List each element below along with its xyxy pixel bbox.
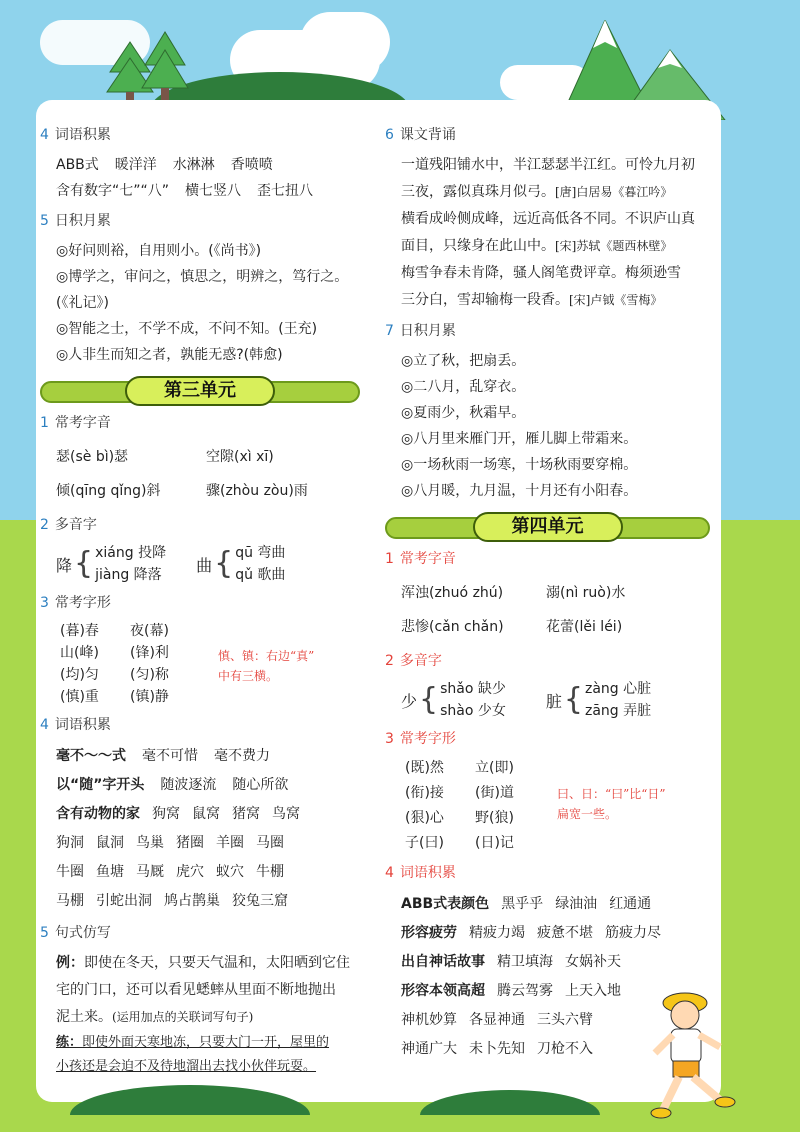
word: 随心所欲 — [232, 777, 289, 793]
word-category: 出自神话故事 — [401, 954, 485, 970]
glyph-row — [60, 642, 360, 664]
word: 未卜先知 — [469, 1041, 525, 1057]
quote-line: (《礼记》) — [56, 295, 109, 311]
word-row — [56, 800, 360, 829]
section-title: 词语积累 — [54, 717, 111, 733]
note-line: 扁宽一些。 — [557, 807, 618, 821]
word-row — [401, 890, 710, 919]
glyph-item: 子(曰) — [405, 835, 444, 851]
reading: qǔ 歌曲 — [235, 567, 286, 583]
poem-text: 三夜，露似真珠月似弓。 — [401, 184, 555, 200]
pinyin-item: 骤(zhòu zòu)雨 — [206, 483, 308, 499]
word-row — [56, 887, 360, 916]
section-title: 句式仿写 — [54, 925, 111, 941]
pinyin-row — [56, 440, 360, 474]
word: 狡兔三窟 — [232, 893, 288, 909]
glyph-row — [60, 620, 360, 642]
polyphone-unit — [401, 678, 506, 722]
poem-source: [唐]白居易《暮江吟》 — [555, 185, 673, 199]
word: 毫不可惜 — [142, 748, 198, 764]
word: 暖洋洋 — [114, 157, 157, 173]
pinyin-item: 倾(qīng qǐng)斜 — [56, 483, 161, 499]
proverb-line: ◎八月暖，九月温，十月还有小阳春。 — [401, 483, 638, 499]
section-number: 4 — [385, 865, 394, 881]
word: 猪窝 — [232, 806, 260, 822]
section-number: 1 — [385, 551, 394, 567]
word: 红通通 — [609, 896, 652, 912]
glyph-item: 立(即) — [475, 760, 514, 776]
section-title: 常考字形 — [54, 595, 111, 611]
word: 牛圈 — [56, 864, 84, 880]
example-line — [56, 1004, 360, 1031]
word: 鸠占鹊巢 — [164, 893, 220, 909]
example-line — [56, 950, 360, 977]
section-title: 多音字 — [54, 517, 97, 533]
glyph-item: (日)记 — [475, 835, 514, 851]
unit-banner — [40, 376, 360, 406]
brace-icon: { — [214, 546, 234, 581]
polyphone-group — [385, 678, 710, 722]
polyphone-unit — [546, 678, 651, 722]
section-title: 词语积累 — [54, 127, 111, 143]
word: 疲惫不堪 — [537, 925, 593, 941]
practice-text: 即使外面天寒地冻，只要大门一开，屋里的 — [82, 1035, 330, 1050]
word: 神机妙算 — [401, 1012, 457, 1028]
pinyin-row — [56, 474, 360, 508]
word: 鼠洞 — [96, 835, 124, 851]
unit-title: 第四单元 — [473, 512, 623, 542]
section-title: 课文背诵 — [399, 127, 456, 143]
word: 绿油油 — [555, 896, 598, 912]
glyph-group — [40, 620, 360, 708]
section-heading — [385, 320, 710, 342]
polyphone-char: 曲 — [196, 555, 213, 575]
section-number: 2 — [385, 653, 394, 669]
glyph-group — [385, 756, 710, 856]
section-heading — [385, 728, 710, 750]
left-column — [40, 118, 360, 1079]
polyphone-unit — [196, 542, 285, 586]
word-row — [401, 919, 710, 948]
poem-line: 横看成岭侧成峰，远近高低各不同。不识庐山真 — [401, 211, 695, 227]
reading: zàng 心脏 — [584, 681, 652, 697]
word: 马圈 — [256, 835, 284, 851]
section-heading — [40, 124, 360, 146]
example-label: 例： — [56, 955, 84, 971]
section-heading — [40, 514, 360, 536]
word: 引蛇出洞 — [96, 893, 152, 909]
word-row — [40, 178, 360, 204]
section-number: 3 — [385, 731, 394, 747]
section-number: 1 — [40, 415, 49, 431]
glyph-row — [60, 664, 360, 686]
glyph-item: (暮)春 — [60, 623, 99, 639]
section-title: 常考字音 — [399, 551, 456, 567]
section-heading — [40, 714, 360, 736]
word-row — [56, 858, 360, 887]
word-category: 形容本领高超 — [401, 983, 485, 999]
glyph-item: (均)匀 — [60, 667, 99, 683]
glyph-item: (匀)称 — [130, 667, 169, 683]
practice-line — [56, 1031, 360, 1055]
section-title: 日积月累 — [54, 213, 111, 229]
pinyin-item: 浑浊(zhuó zhú) — [401, 585, 504, 601]
glyph-row — [405, 831, 710, 856]
word: 三头六臂 — [537, 1012, 593, 1028]
reading: jiàng 降落 — [95, 567, 162, 583]
example-text: 泥土来。 — [56, 1009, 112, 1025]
section-heading — [40, 922, 360, 944]
word: 上天入地 — [565, 983, 621, 999]
hill-decoration — [420, 1080, 600, 1115]
poem-line — [401, 287, 710, 314]
word-row — [401, 948, 710, 977]
pinyin-item: 花蕾(lěi léi) — [546, 619, 623, 635]
section-number: 7 — [385, 323, 394, 339]
reading: shào 少女 — [440, 703, 506, 719]
word: 精疲力竭 — [469, 925, 525, 941]
word: 鸟窝 — [272, 806, 300, 822]
pinyin-item: 空隙(xì xī) — [206, 449, 274, 465]
hill-decoration — [70, 1075, 310, 1115]
word: 筋疲力尽 — [605, 925, 661, 941]
proverb-line: ◎八月里来雁门开，雁儿脚上带霜来。 — [401, 431, 638, 447]
glyph-item: (锋)利 — [130, 645, 169, 661]
polyphone-char: 少 — [401, 691, 418, 711]
word: 神通广大 — [401, 1041, 457, 1057]
section-heading — [385, 862, 710, 884]
reading: shǎo 缺少 — [440, 681, 506, 697]
section-number: 6 — [385, 127, 394, 143]
right-column — [385, 118, 710, 1064]
quote-line: ◎博学之，审问之，慎思之，明辨之，笃行之。 — [56, 269, 349, 285]
word: 毫不费力 — [214, 748, 270, 764]
pinyin-item: 悲惨(cǎn chǎn) — [401, 619, 504, 635]
section-number: 5 — [40, 213, 49, 229]
word-row — [56, 829, 360, 858]
word: 牛棚 — [256, 864, 284, 880]
glyph-item: (既)然 — [405, 760, 444, 776]
practice-label: 练： — [56, 1035, 83, 1050]
reading: xiáng 投降 — [95, 545, 167, 561]
note-line: 曰、日：“曰”比“日” — [557, 787, 666, 801]
word: 女娲补天 — [565, 954, 621, 970]
quote-line: ◎智能之士，不学不成，不问不知。(王充) — [56, 321, 318, 337]
unit-banner — [385, 512, 710, 542]
word: 狗窝 — [152, 806, 180, 822]
poem-text: 面目，只缘身在此山中。 — [401, 238, 555, 254]
proverb-line: ◎立了秋，把扇丢。 — [401, 353, 526, 369]
word: 香喷喷 — [230, 157, 273, 173]
poem-line — [401, 179, 710, 206]
example-note: (运用加点的关联词写句子) — [112, 1010, 254, 1024]
section-title: 常考字音 — [54, 415, 111, 431]
brace-icon: { — [419, 682, 439, 717]
glyph-item: (镇)静 — [130, 689, 169, 705]
word: 虎穴 — [176, 864, 204, 880]
section-title: 多音字 — [399, 653, 442, 669]
word: 黑乎乎 — [501, 896, 544, 912]
word: 歪七扭八 — [257, 183, 314, 199]
tree-icon — [140, 30, 190, 110]
poem-source: [宋]苏轼《题西林壁》 — [555, 239, 673, 253]
glyph-item: (狠)心 — [405, 810, 444, 826]
word: 狗洞 — [56, 835, 84, 851]
section-heading — [40, 210, 360, 232]
word-row — [56, 742, 360, 771]
word: 精卫填海 — [497, 954, 553, 970]
poem-line: 一道残阳铺水中，半江瑟瑟半江红。可怜九月初 — [401, 157, 695, 173]
section-number: 2 — [40, 517, 49, 533]
section-number: 5 — [40, 925, 49, 941]
poem-text: 三分白，雪却输梅一段香。 — [401, 292, 569, 308]
reading: zāng 弄脏 — [584, 703, 652, 719]
section-heading — [385, 548, 710, 570]
word: 随波逐流 — [160, 777, 217, 793]
poem-source: [宋]卢钺《雪梅》 — [569, 293, 663, 307]
example-text: 即使在冬天，只要天气温和，太阳晒到它住 — [84, 955, 350, 971]
word-row — [56, 771, 360, 800]
handwritten-note — [557, 784, 666, 824]
note-line: 慎、镇：右边“真” — [218, 649, 315, 663]
section-title: 常考字形 — [399, 731, 456, 747]
brace-icon: { — [74, 546, 94, 581]
section-heading — [385, 650, 710, 672]
word-category: 含有数字“七”“八” — [56, 183, 170, 199]
pinyin-item: 瑟(sè bì)瑟 — [56, 449, 129, 465]
proverb-line: ◎二八月，乱穿衣。 — [401, 379, 526, 395]
word-row — [40, 152, 360, 178]
section-heading — [40, 412, 360, 434]
word: 猪圈 — [176, 835, 204, 851]
section-title: 日积月累 — [399, 323, 456, 339]
reading: qū 弯曲 — [235, 545, 286, 561]
polyphone-char: 脏 — [545, 691, 562, 711]
section-number: 3 — [40, 595, 49, 611]
poem-line: 梅雪争春未肯降，骚人阁笔费评章。梅须逊雪 — [401, 265, 681, 281]
word: 刀枪不入 — [537, 1041, 593, 1057]
word: 水淋淋 — [172, 157, 215, 173]
note-line: 中有三横。 — [218, 669, 279, 683]
word-category: 形容疲劳 — [401, 925, 457, 941]
word-category: ABB式表颜色 — [401, 896, 490, 912]
word: 鸟巢 — [136, 835, 164, 851]
polyphone-char: 降 — [56, 555, 73, 575]
word-category: 含有动物的家 — [56, 806, 140, 822]
pinyin-row — [401, 576, 710, 610]
word: 羊圈 — [216, 835, 244, 851]
word-category: ABB式 — [56, 157, 99, 173]
word: 腾云驾雾 — [497, 983, 553, 999]
glyph-row — [60, 686, 360, 708]
word: 蚁穴 — [216, 864, 244, 880]
pinyin-item: 溺(nì ruò)水 — [546, 585, 626, 601]
section-heading — [40, 592, 360, 614]
quote-line: ◎人非生而知之者，孰能无惑?(韩愈) — [56, 347, 283, 363]
poem-line — [401, 233, 710, 260]
glyph-item: (慎)重 — [60, 689, 99, 705]
section-heading — [385, 124, 710, 146]
word: 各显神通 — [469, 1012, 525, 1028]
word: 横七竖八 — [185, 183, 242, 199]
glyph-item: 夜(幕) — [130, 623, 169, 639]
glyph-item: 野(狼) — [475, 810, 514, 826]
proverb-line: ◎夏雨少，秋霜早。 — [401, 405, 526, 421]
running-kid-illustration — [635, 985, 755, 1125]
glyph-item: (街)道 — [475, 785, 514, 801]
practice-text: 小孩还是会迫不及待地溜出去找小伙伴玩耍。 — [56, 1059, 317, 1074]
word-category: 毫不～～式 — [56, 748, 126, 764]
proverb-line: ◎一场秋雨一场寒，十场秋雨要穿棉。 — [401, 457, 638, 473]
glyph-row — [405, 756, 710, 781]
word: 鼠窝 — [192, 806, 220, 822]
word-category: 以“随”字开头 — [56, 777, 145, 793]
section-title: 词语积累 — [399, 865, 456, 881]
handwritten-note — [218, 646, 314, 686]
polyphone-group — [40, 542, 360, 586]
section-number: 4 — [40, 127, 49, 143]
quote-line: ◎好问则裕，自用则小。(《尚书》) — [56, 243, 262, 259]
glyph-item: 山(峰) — [60, 645, 99, 661]
example-text: 宅的门口，还可以看见蟋蟀从里面不断地抛出 — [56, 982, 336, 998]
word: 鱼塘 — [96, 864, 124, 880]
glyph-item: (衔)接 — [405, 785, 444, 801]
word: 马棚 — [56, 893, 84, 909]
pinyin-row — [401, 610, 710, 644]
brace-icon: { — [563, 682, 583, 717]
unit-title: 第三单元 — [125, 376, 275, 406]
section-number: 4 — [40, 717, 49, 733]
word: 马厩 — [136, 864, 164, 880]
polyphone-unit — [56, 542, 166, 586]
